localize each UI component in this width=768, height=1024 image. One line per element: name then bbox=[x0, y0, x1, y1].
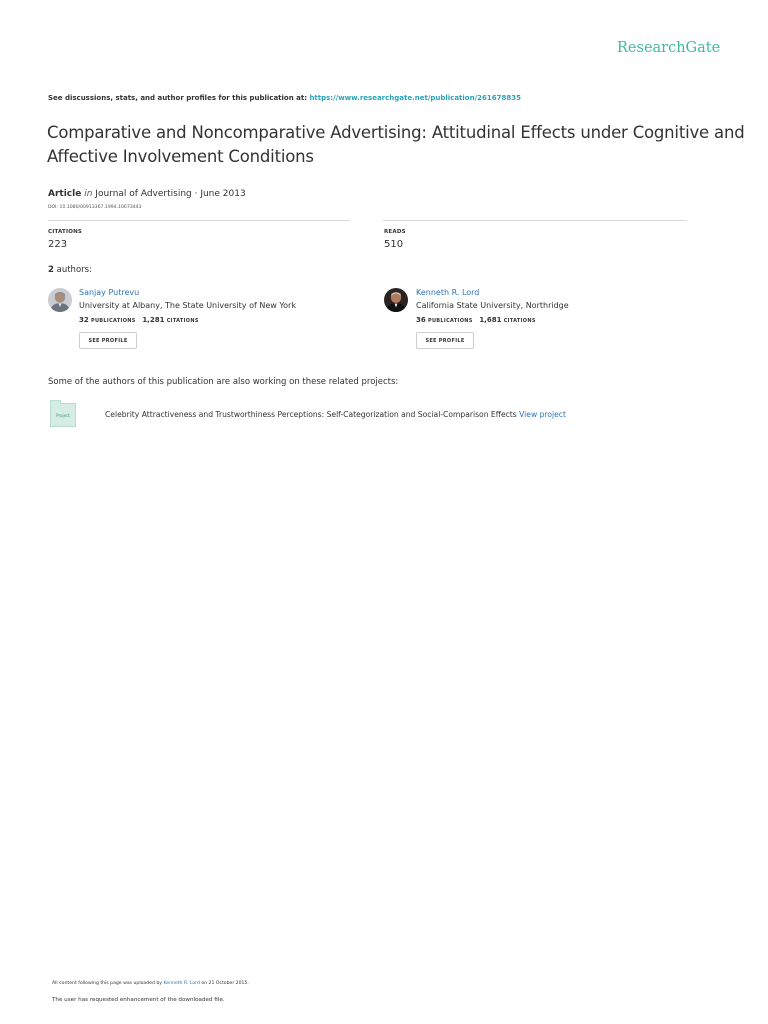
project-folder-icon[interactable] bbox=[50, 403, 76, 427]
author-citations-label: CITATIONS bbox=[503, 318, 536, 324]
reads-label: READS bbox=[384, 229, 406, 235]
author-name[interactable]: Sanjay Putrevu bbox=[79, 288, 140, 297]
author-affiliation: University at Albany, The State University of New York bbox=[79, 301, 296, 310]
publication-meta bbox=[48, 189, 246, 199]
authors-heading bbox=[48, 265, 92, 275]
see-profile-button[interactable]: SEE PROFILE bbox=[416, 332, 474, 349]
upload-prefix: All content following this page was uploaded by bbox=[52, 981, 164, 986]
author-citations-count: 1,681 bbox=[479, 316, 502, 324]
author-stats bbox=[79, 316, 199, 324]
author-citations-count: 1,281 bbox=[142, 316, 165, 324]
project-thumb-label: Project bbox=[56, 412, 70, 418]
doi[interactable]: DOI: 10.1080/00913367.1994.10673443 bbox=[48, 205, 142, 210]
citations-rule bbox=[48, 220, 350, 221]
related-project-item bbox=[105, 410, 566, 419]
publication-url-link[interactable]: https://www.researchgate.net/publication/261678835 bbox=[309, 94, 521, 102]
author-affiliation: California State University, Northridge bbox=[416, 301, 569, 310]
author-stats bbox=[416, 316, 536, 324]
authors-count: 2 bbox=[48, 265, 54, 275]
author-citations-label: CITATIONS bbox=[166, 318, 199, 324]
author-photo-icon bbox=[384, 288, 408, 312]
publication-title: Comparative and Noncomparative Advertising: Attitudinal Effects under Cognitive and Affective Involvement Conditions bbox=[47, 123, 745, 166]
article-type-label: Article bbox=[48, 189, 82, 199]
view-project-link[interactable]: View project bbox=[519, 410, 566, 419]
upload-note bbox=[52, 981, 249, 986]
publications-label: PUBLICATIONS bbox=[427, 318, 473, 324]
uploader-link[interactable]: Kenneth R. Lord bbox=[163, 981, 200, 986]
citations-label: CITATIONS bbox=[48, 229, 83, 235]
reads-rule bbox=[383, 220, 687, 221]
in-label: in bbox=[84, 189, 93, 199]
see-profile-button[interactable]: SEE PROFILE bbox=[79, 332, 137, 349]
discussion-line bbox=[48, 94, 521, 102]
related-projects-heading: Some of the authors of this publication are also working on these related projects: bbox=[48, 377, 399, 387]
author-photo-icon bbox=[48, 288, 72, 312]
publications-count: 36 bbox=[416, 316, 426, 324]
reads-value: 510 bbox=[384, 239, 404, 250]
publications-label: PUBLICATIONS bbox=[90, 318, 136, 324]
project-title: Celebrity Attractiveness and Trustworthiness Perceptions: Self-Categorization and Social-Comparison Effects bbox=[105, 410, 517, 419]
discussion-text: See discussions, stats, and author profiles for this publication at: bbox=[48, 94, 310, 102]
citations-value: 223 bbox=[48, 239, 68, 250]
avatar[interactable] bbox=[48, 288, 72, 312]
avatar[interactable] bbox=[384, 288, 408, 312]
journal-date[interactable]: Journal of Advertising · June 2013 bbox=[95, 189, 246, 199]
upload-suffix: on 21 October 2015. bbox=[199, 981, 249, 986]
enhancement-note: The user has requested enhancement of the downloaded file. bbox=[52, 997, 225, 1003]
researchgate-logo[interactable]: ResearchGate bbox=[617, 40, 721, 56]
authors-label: authors: bbox=[56, 265, 92, 275]
publications-count: 32 bbox=[79, 316, 89, 324]
author-name[interactable]: Kenneth R. Lord bbox=[416, 288, 480, 297]
